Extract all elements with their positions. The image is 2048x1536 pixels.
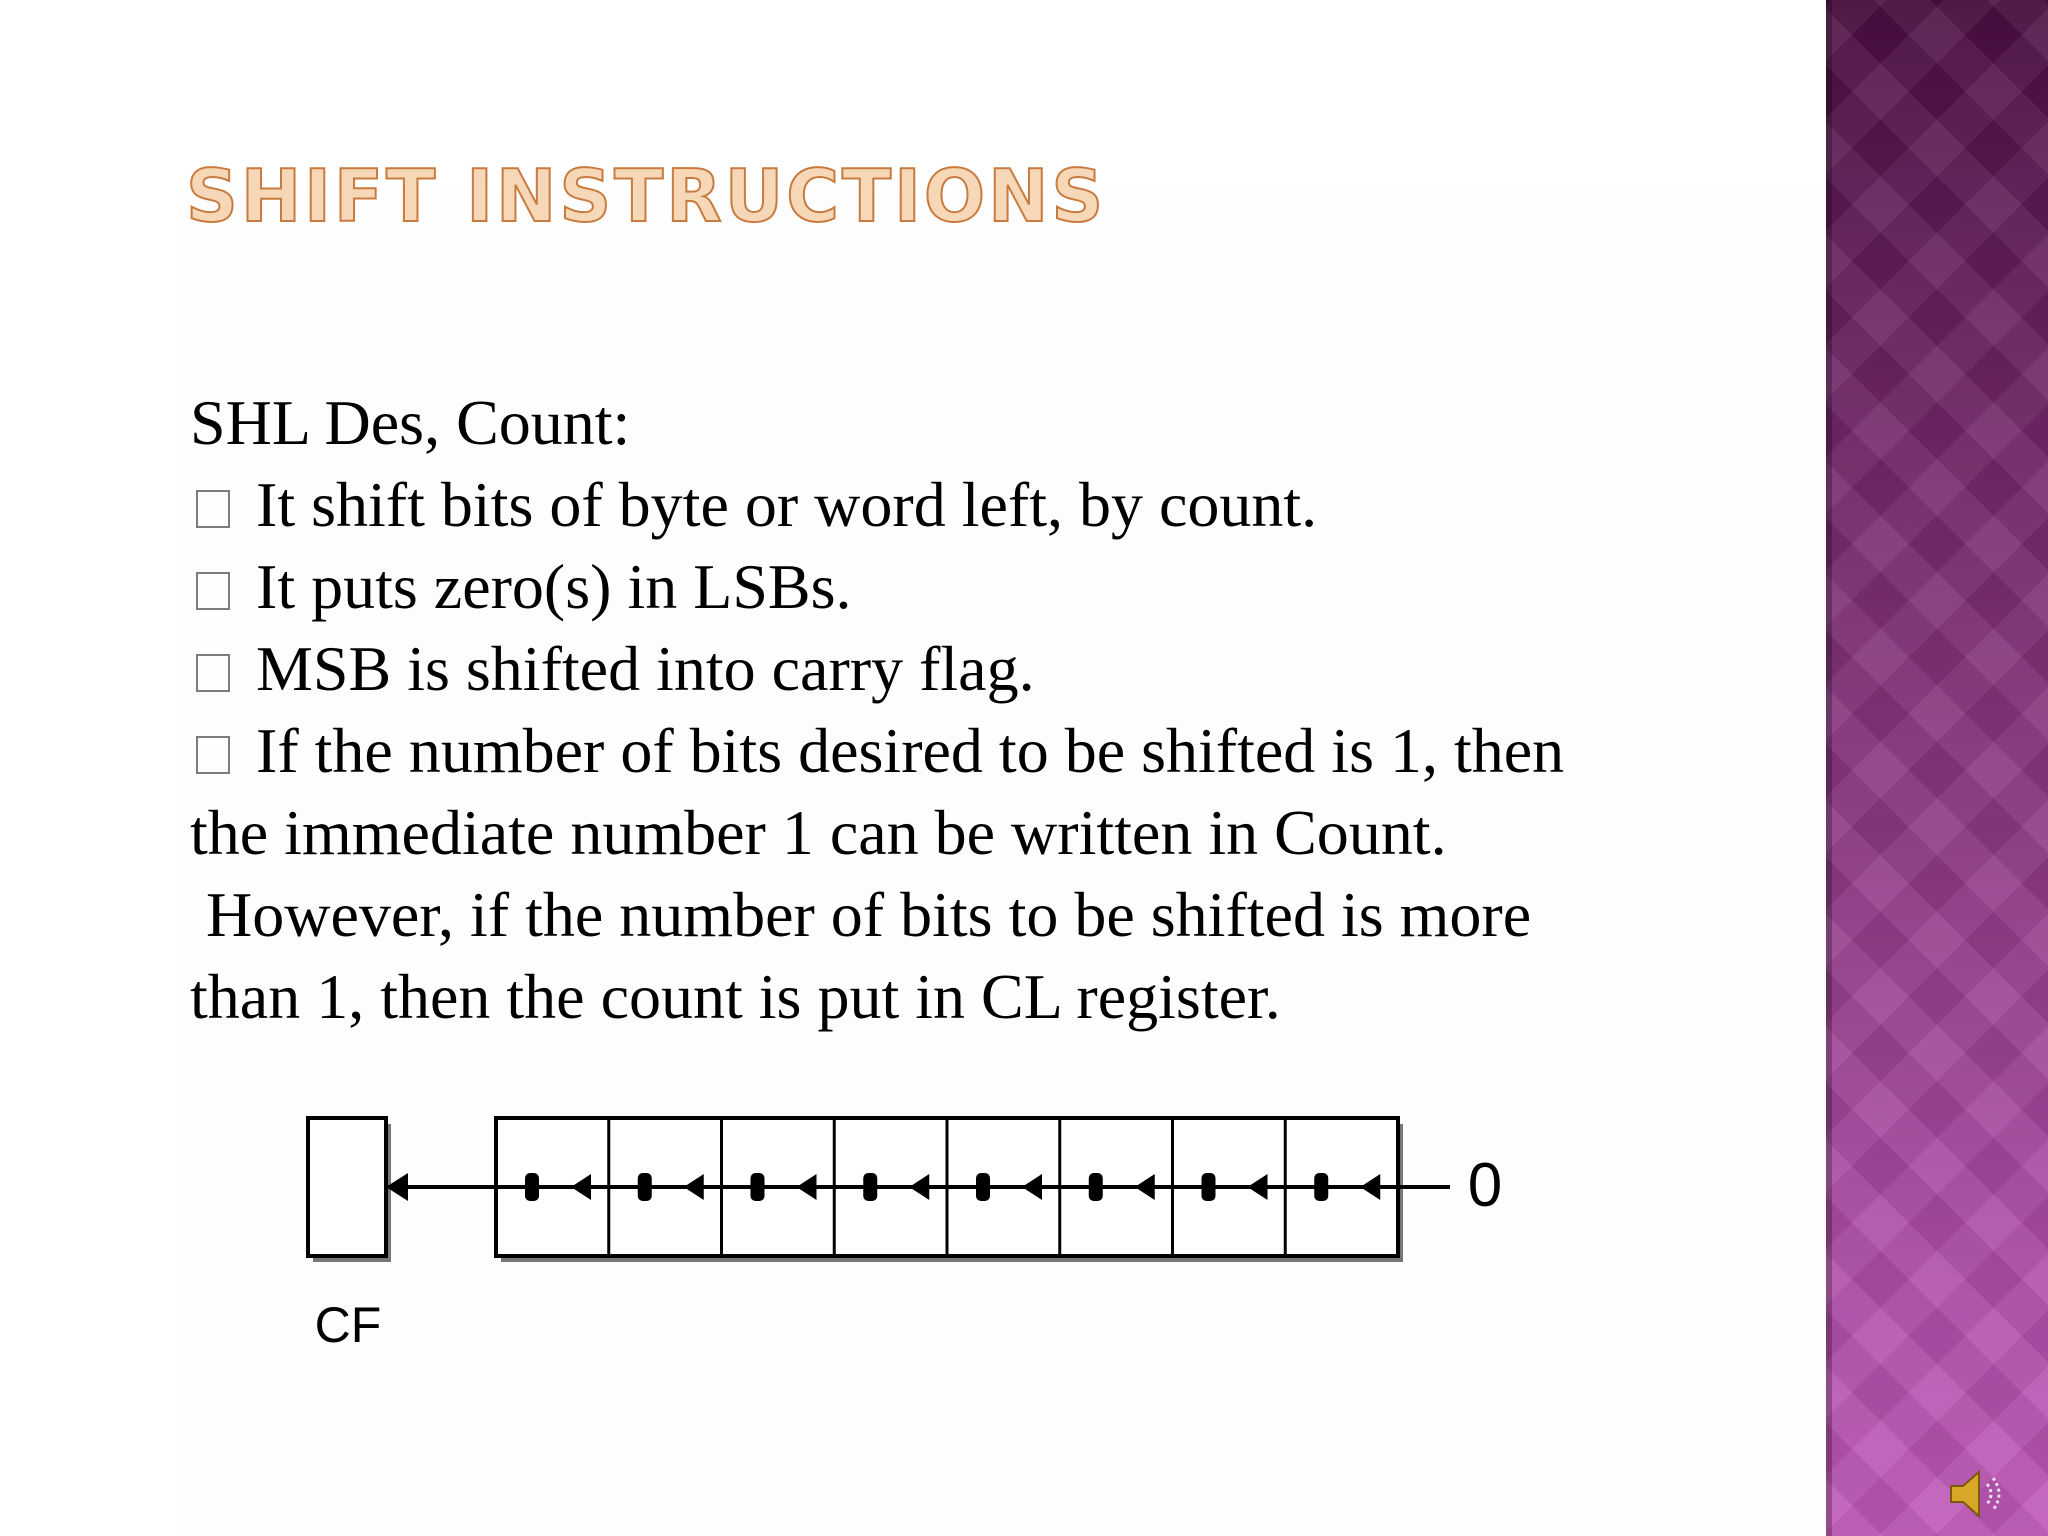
bullet-text: MSB is shifted into carry flag.	[256, 633, 1035, 704]
slide-body	[190, 382, 1750, 1038]
instruction-heading: SHL Des, Count:	[190, 387, 631, 458]
slide-title: SHIFT INSTRUCTIONS	[186, 154, 1107, 238]
bullet-text: It shift bits of byte or word left, by count.	[256, 469, 1318, 540]
speaker-icon[interactable]	[1945, 1462, 2009, 1526]
square-bullet-icon	[196, 654, 230, 692]
square-bullet-icon	[196, 736, 230, 774]
bit-marker	[976, 1173, 990, 1201]
bullet-item	[190, 546, 1750, 628]
decorative-side-band	[1826, 0, 2048, 1536]
bit-marker	[1202, 1173, 1216, 1201]
continuation-line: than 1, then the count is put in CL register.	[190, 961, 1281, 1032]
bullet-item	[190, 464, 1750, 546]
carry-flag-box	[308, 1118, 391, 1262]
shl-shift-diagram	[300, 1110, 1520, 1370]
bit-marker	[1314, 1173, 1328, 1201]
continuation-line: However, if the number of bits to be shifted is more	[190, 879, 1532, 950]
bit-marker	[525, 1173, 539, 1201]
square-bullet-icon	[196, 572, 230, 610]
bit-marker	[1089, 1173, 1103, 1201]
bit-marker	[638, 1173, 652, 1201]
square-bullet-icon	[196, 490, 230, 528]
bullet-item	[190, 710, 1750, 792]
bit-marker	[751, 1173, 765, 1201]
bullet-text: If the number of bits desired to be shifted is 1, then	[256, 715, 1565, 786]
bit-marker	[863, 1173, 877, 1201]
continuation-line: the immediate number 1 can be written in Count.	[190, 797, 1447, 868]
zero-input-label: 0	[1467, 1151, 1503, 1220]
bullet-item	[190, 628, 1750, 710]
cf-label: CF	[314, 1297, 382, 1353]
bullet-text: It puts zero(s) in LSBs.	[256, 551, 852, 622]
